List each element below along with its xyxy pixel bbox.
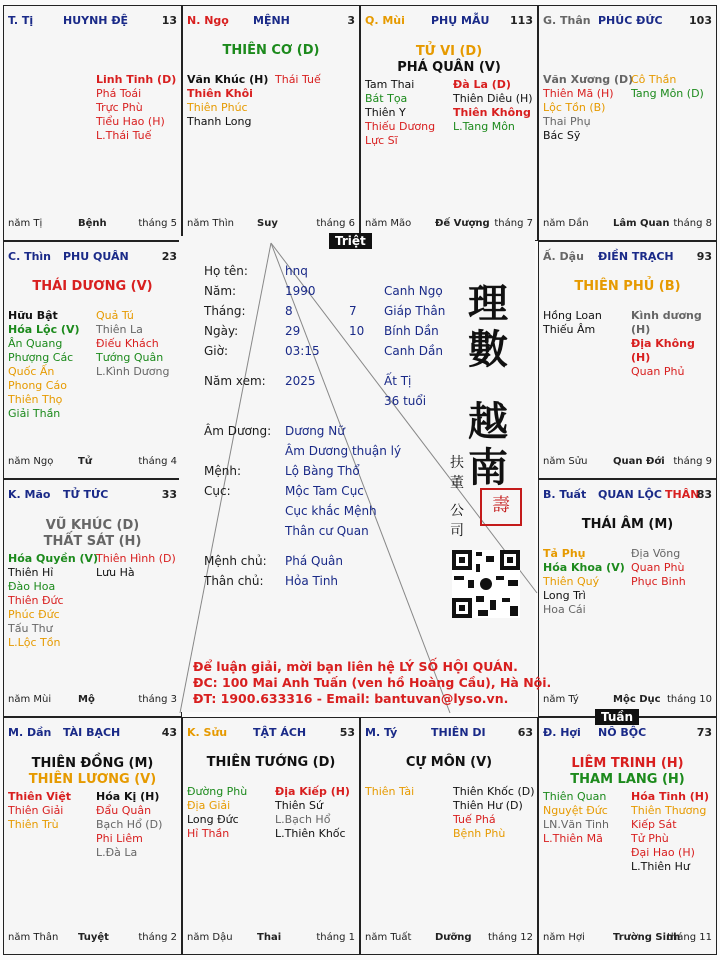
minor-star: Hóa Tinh (H) <box>631 790 710 803</box>
palace-year: năm Mão <box>365 218 412 229</box>
main-star: THIÊN TƯỚNG (D) <box>206 755 336 770</box>
palace-year: năm Dần <box>543 218 589 229</box>
palace-stage: Trường Sinh <box>613 932 681 943</box>
palace-month: tháng 9 <box>673 456 712 467</box>
palace-position: K. Mão <box>8 488 51 501</box>
palace-stage: Lâm Quan <box>613 218 670 229</box>
minor-star: Thiên Tài <box>365 785 415 798</box>
minor-star: Phi Liêm <box>96 832 143 845</box>
minor-star: L.Tang Môn <box>453 120 515 133</box>
minor-star: Thiên Trù <box>8 818 59 831</box>
minor-star: Thiên Thọ <box>8 393 63 406</box>
day-label: Ngày: <box>204 324 239 338</box>
qr-code[interactable] <box>452 550 520 618</box>
tuan-tag: Tuần <box>595 709 639 725</box>
minor-star: Bát Tọa <box>365 92 408 105</box>
palace-name: HUYNH ĐỆ <box>63 14 129 27</box>
palace-year: năm Mùi <box>8 694 52 705</box>
palace-name: TÀI BẠCH <box>63 726 121 739</box>
palace-stage: Mộ <box>78 694 95 705</box>
than-marker: THÂN <box>665 488 700 501</box>
minor-star: Thanh Long <box>187 115 252 128</box>
palace-year: năm Dậu <box>187 932 233 943</box>
palace-number: 53 <box>339 726 355 739</box>
minor-star: Hồng Loan <box>543 309 602 322</box>
menhchu-value: Phá Quân <box>285 554 344 568</box>
palace-month: tháng 1 <box>316 932 355 943</box>
palace-year: năm Sửu <box>543 456 588 467</box>
minor-star: Trực Phù <box>96 101 143 114</box>
hour-label: Giờ: <box>204 344 229 358</box>
palace-stage: Bệnh <box>78 218 107 229</box>
minor-star: Bạch Hổ (D) <box>96 818 163 831</box>
minor-star: L.Bạch Hổ <box>275 813 331 826</box>
hour-canchi: Canh Dần <box>384 344 443 358</box>
minor-star: Tấu Thư <box>8 622 53 635</box>
minor-star: Tả Phụ <box>543 547 586 560</box>
minor-star: L.Thiên Khốc <box>275 827 346 840</box>
minor-star: Bác Sỹ <box>543 129 581 142</box>
main-star: THIÊN CƠ (D) <box>222 43 320 58</box>
name-label: Họ tên: <box>204 264 248 278</box>
seal-stamp: 壽 <box>480 488 522 526</box>
day-lunar: 10 <box>349 324 365 338</box>
palace-stage: Dưỡng <box>435 932 472 943</box>
main-star: PHÁ QUÂN (V) <box>397 60 501 75</box>
minor-star: Hỉ Thần <box>187 827 230 840</box>
minor-star: Phượng Các <box>8 351 74 364</box>
view-year-canchi: Ất Tị <box>384 374 412 388</box>
minor-star: Lực Sĩ <box>365 134 398 147</box>
palace-number: 113 <box>510 14 533 27</box>
main-star: THIÊN ĐỒNG (M) <box>31 756 154 771</box>
month-lunar: 7 <box>349 304 357 318</box>
month-label: Tháng: <box>204 304 246 318</box>
contact-line-3[interactable]: ĐT: 1900.633316 - Email: bantuvan@lyso.vn. <box>193 691 509 706</box>
cuc-label: Cục: <box>204 484 231 498</box>
main-star: THÁI DƯƠNG (V) <box>32 279 153 294</box>
minor-star: Tử Phù <box>631 832 669 845</box>
minor-star: Kiếp Sát <box>631 818 677 831</box>
minor-star: Phong Cáo <box>8 379 67 392</box>
age-value: 36 tuổi <box>384 394 427 408</box>
minor-star: Đẩu Quân <box>96 804 152 817</box>
minor-star: Thiên Y <box>365 106 406 119</box>
minor-star: Văn Khúc (H) <box>187 73 269 86</box>
minor-star: Thiên Hỉ <box>8 566 54 579</box>
minor-star: Thiên Khôi <box>187 87 253 100</box>
view-year-value: 2025 <box>285 374 316 388</box>
palace-stage: Đế Vượng <box>435 218 490 229</box>
palace-stage: Tử <box>78 456 92 467</box>
minor-star: Phục Binh <box>631 575 686 588</box>
day-canchi: Bính Dần <box>384 324 439 338</box>
palace-number: 13 <box>161 14 177 27</box>
year-canchi: Canh Ngọ <box>384 284 443 298</box>
palace-month: tháng 5 <box>138 218 177 229</box>
palace-stage: Suy <box>257 218 278 229</box>
thanchu-value: Hỏa Tinh <box>285 574 339 588</box>
palace-month: tháng 2 <box>138 932 177 943</box>
amduong-note: Âm Dương thuận lý <box>285 444 402 458</box>
minor-star: Hóa Kị (H) <box>96 790 160 803</box>
main-star: THÁI ÂM (M) <box>581 517 674 532</box>
menhchu-label: Mệnh chủ: <box>204 554 267 568</box>
minor-star: Điếu Khách <box>96 337 159 350</box>
palace-year: năm Tuất <box>365 932 412 943</box>
than-note: Thân cư Quan <box>285 524 369 538</box>
palace-position: M. Dần <box>8 726 52 739</box>
palace-name: THIÊN DI <box>431 726 486 739</box>
palace-number: 83 <box>696 488 712 501</box>
palace-number: 23 <box>161 250 177 263</box>
minor-star: Thai Phụ <box>543 115 591 128</box>
minor-star: Đường Phù <box>187 785 248 798</box>
main-star: VŨ KHÚC (D) <box>45 518 140 533</box>
minor-star: L.Thái Tuế <box>96 129 152 142</box>
minor-star: Địa Không (H) <box>631 337 695 364</box>
year-label: Năm: <box>204 284 237 298</box>
view-year-label: Năm xem: <box>204 374 266 388</box>
minor-star: Quốc Ấn <box>8 365 55 378</box>
main-star: THẤT SÁT (H) <box>43 534 142 549</box>
minor-star: Kình dương (H) <box>631 309 702 336</box>
minor-star: Thiên La <box>96 323 143 336</box>
minor-star: Ân Quang <box>8 337 63 350</box>
palace-year: năm Tị <box>8 218 43 229</box>
small-char-1: 扶 <box>450 455 464 471</box>
minor-star: Hoa Cái <box>543 603 586 616</box>
minor-star: Thiên Việt <box>8 790 72 803</box>
minor-star: Thiếu Âm <box>543 323 596 336</box>
minor-star: Tuế Phá <box>453 813 496 826</box>
logo-char-3: 越 <box>468 398 508 445</box>
minor-star: Thiên Hư (D) <box>453 799 523 812</box>
minor-star: LN.Văn Tinh <box>543 818 609 831</box>
palace-year: năm Ngọ <box>8 456 54 467</box>
minor-star: Hữu Bật <box>8 309 58 322</box>
minor-star: Đà La (D) <box>453 78 511 91</box>
palace-name: ĐIỀN TRẠCH <box>598 250 674 263</box>
minor-star: Tang Môn (D) <box>631 87 704 100</box>
amduong-label: Âm Dương: <box>204 424 272 438</box>
minor-star: Linh Tinh (D) <box>96 73 177 86</box>
minor-star: Thiên Khốc (D) <box>453 785 535 798</box>
minor-star: Thiên Không <box>453 106 531 119</box>
cuc-note: Cục khắc Mệnh <box>285 504 377 518</box>
minor-star: Lộc Tồn (B) <box>543 101 606 114</box>
minor-star: Thiên Thương <box>631 804 707 817</box>
palace-month: tháng 4 <box>138 456 177 467</box>
palace-position: N. Ngọ <box>187 14 229 27</box>
palace-month: tháng 10 <box>667 694 712 705</box>
minor-star: Hóa Lộc (V) <box>8 323 80 336</box>
palace-stage: Thai <box>257 932 282 943</box>
minor-star: Tiểu Hao (H) <box>96 115 165 128</box>
minor-star: Giải Thần <box>8 407 61 420</box>
minor-star: Thiếu Dương <box>365 120 436 133</box>
minor-star: Quan Phủ <box>631 365 685 378</box>
palace-position: B. Tuất <box>543 488 587 501</box>
name-value: hnq <box>285 264 308 278</box>
amduong-value: Dương Nữ <box>285 424 345 438</box>
minor-star: Lưu Hà <box>96 566 135 579</box>
palace-number: 93 <box>696 250 712 263</box>
palace-name: TẬT ÁCH <box>253 726 307 739</box>
minor-star: Phá Toái <box>96 87 142 100</box>
contact-line-2: ĐC: 100 Mai Anh Tuấn (ven hồ Hoàng Cầu), Hà Nội. <box>193 675 552 690</box>
logo-char-1: 理 <box>468 280 508 327</box>
palace-name: PHU QUÂN <box>63 250 129 263</box>
minor-star: L.Kình Dương <box>96 365 170 378</box>
palace-year: năm Hợi <box>543 932 585 943</box>
palace-position: T. Tị <box>8 14 34 27</box>
palace-number: 73 <box>696 726 712 739</box>
palace-name: QUAN LỘC <box>598 488 662 501</box>
logo-char-2: 數 <box>468 326 508 373</box>
menh-value: Lộ Bàng Thổ <box>285 464 360 478</box>
minor-star: Đại Hao (H) <box>631 846 695 859</box>
palace-name: MỆNH <box>253 14 290 27</box>
small-char-3: 公 <box>450 503 464 519</box>
palace-position: M. Tý <box>365 726 398 739</box>
palace-stage: Quan Đới <box>613 456 665 467</box>
minor-star: Hóa Quyền (V) <box>8 552 99 565</box>
minor-star: L.Lộc Tồn <box>8 636 61 649</box>
minor-star: Cô Thần <box>631 73 677 86</box>
palace-name: TỬ TỨC <box>63 488 109 501</box>
main-star: LIÊM TRINH (H) <box>571 756 684 771</box>
minor-star: Long Đức <box>187 813 239 826</box>
palace-month: tháng 6 <box>316 218 355 229</box>
menh-label: Mệnh: <box>204 464 241 478</box>
year-value: 1990 <box>285 284 316 298</box>
palace-number: 3 <box>347 14 355 27</box>
palace-month: tháng 11 <box>667 932 712 943</box>
minor-star: Đào Hoa <box>8 580 56 593</box>
palace-position: K. Sửu <box>187 726 228 739</box>
minor-star: Quả Tú <box>96 309 134 322</box>
day-value: 29 <box>285 324 301 338</box>
minor-star: Thiên Quan <box>543 790 607 803</box>
minor-star: Văn Xương (D) <box>543 73 634 86</box>
minor-star: Thiên Đức <box>8 594 64 607</box>
palace-stage: Mộc Dục <box>613 694 661 705</box>
palace-name: PHỤ MẪU <box>431 14 490 27</box>
minor-star: Địa Giải <box>187 799 231 812</box>
palace-year: năm Thân <box>8 932 59 943</box>
minor-star: Thái Tuế <box>275 73 321 86</box>
minor-star: Địa Kiếp (H) <box>275 785 350 798</box>
logo-char-4: 南 <box>468 444 508 491</box>
palace-year: năm Tý <box>543 694 579 705</box>
minor-star: L.Thiên Hư <box>631 860 690 873</box>
main-star: CỰ MÔN (V) <box>405 755 493 770</box>
palace-position: Đ. Hợi <box>543 726 581 739</box>
palace-number: 103 <box>689 14 712 27</box>
minor-star: Nguyệt Đức <box>543 804 608 817</box>
palace-name: PHÚC ĐỨC <box>598 14 663 27</box>
minor-star: Tam Thai <box>365 78 415 91</box>
minor-star: L.Đà La <box>96 846 138 859</box>
main-star: THAM LANG (H) <box>570 772 685 787</box>
thanchu-label: Thân chủ: <box>204 574 264 588</box>
main-star: THIÊN PHỦ (B) <box>574 279 681 294</box>
palace-number: 33 <box>161 488 177 501</box>
month-value: 8 <box>285 304 293 318</box>
minor-star: L.Thiên Mã <box>543 832 603 845</box>
palace-number: 43 <box>161 726 177 739</box>
minor-star: Bệnh Phù <box>453 827 506 840</box>
triet-tag: Triệt <box>329 233 372 249</box>
minor-star: Thiên Mã (H) <box>543 87 614 100</box>
main-star: TỬ VI (D) <box>415 44 483 59</box>
minor-star: Long Trì <box>543 589 586 602</box>
palace-position: Ấ. Dậu <box>543 250 584 263</box>
minor-star: Thiên Giải <box>8 804 64 817</box>
small-char-2: 董 <box>450 475 464 491</box>
minor-star: Phúc Đức <box>8 608 60 621</box>
palace-position: G. Thân <box>543 14 591 27</box>
palace-year: năm Thìn <box>187 218 234 229</box>
palace-stage: Tuyệt <box>78 932 109 943</box>
palace-month: tháng 12 <box>488 932 533 943</box>
minor-star: Quan Phù <box>631 561 685 574</box>
cuc-value: Mộc Tam Cục <box>285 484 364 498</box>
palace-name: NÔ BỘC <box>598 726 647 739</box>
palace-month: tháng 8 <box>673 218 712 229</box>
palace-month: tháng 7 <box>494 218 533 229</box>
contact-line-1: Để luận giải, mời bạn liên hệ LÝ SỐ HỘI QUÁN. <box>193 659 518 674</box>
minor-star: Thiên Quý <box>543 575 600 588</box>
minor-star: Tướng Quân <box>96 351 164 364</box>
minor-star: Thiên Hình (D) <box>96 552 176 565</box>
palace-number: 63 <box>517 726 533 739</box>
minor-star: Thiên Diêu (H) <box>453 92 533 105</box>
main-star: THIÊN LƯƠNG (V) <box>28 772 157 787</box>
minor-star: Hóa Khoa (V) <box>543 561 625 574</box>
month-canchi: Giáp Thân <box>384 304 446 318</box>
hour-value: 03:15 <box>285 344 320 358</box>
minor-star: Địa Võng <box>631 547 681 560</box>
minor-star: Thiên Sứ <box>275 799 323 812</box>
small-char-4: 司 <box>450 523 464 539</box>
minor-star: Thiên Phúc <box>187 101 248 114</box>
palace-month: tháng 3 <box>138 694 177 705</box>
palace-position: C. Thìn <box>8 250 52 263</box>
palace-position: Q. Mùi <box>365 14 405 27</box>
